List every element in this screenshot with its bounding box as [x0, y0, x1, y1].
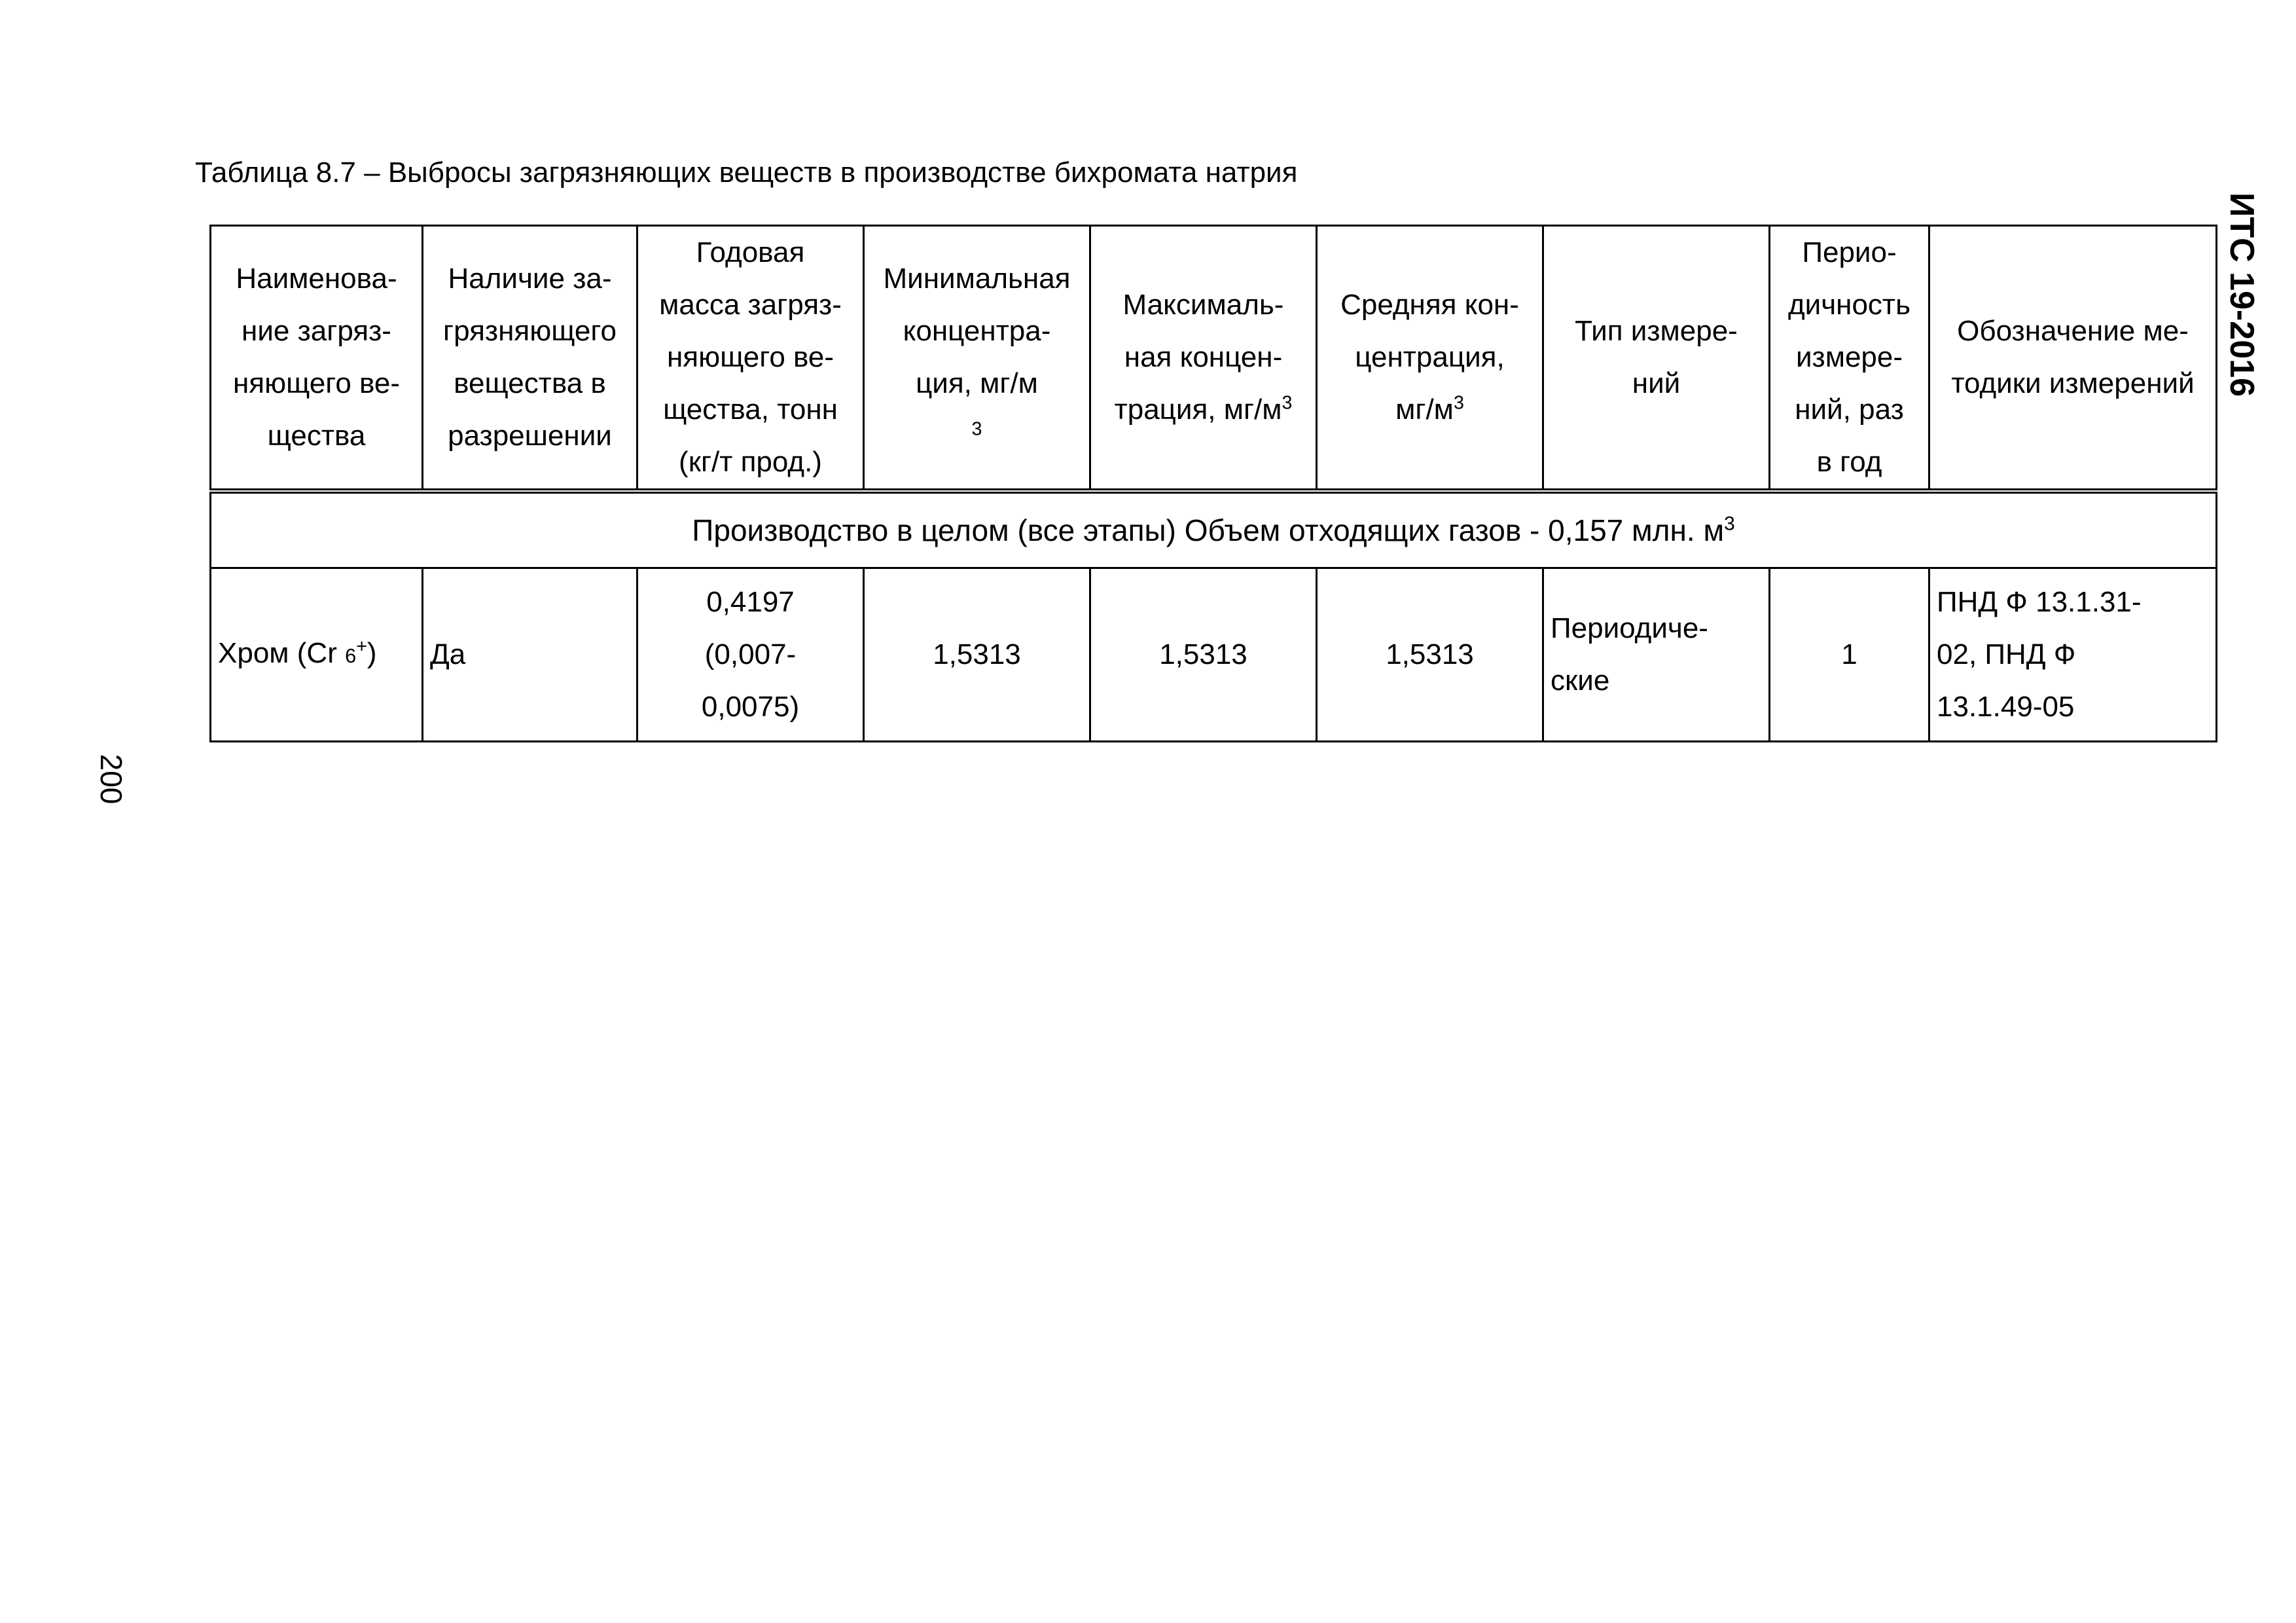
cell-min-concentration: 1,5313 [864, 568, 1090, 742]
section-superscript: 3 [1724, 513, 1735, 535]
cell-annual-mass: 0,4197 (0,007- 0,0075) [637, 568, 864, 742]
cell-frequency: 1 [1770, 568, 1929, 742]
header-min-concentration: Минимальная концентра- ция, мг/м $^3$ [864, 226, 1090, 492]
header-method: Обозначение ме- тодики измерений [1929, 226, 2217, 492]
header-max-concentration: Максималь- ная концен- трация, $мг/м^3$ [1090, 226, 1317, 492]
document-code-header [2222, 183, 2261, 406]
header-annual-mass: Годовая масса загряз- няющего ве- щества, тонн (кг/т прод.) [637, 226, 864, 492]
cell-avg-concentration: 1,5313 [1317, 568, 1543, 742]
page-number-text: 200 [94, 754, 128, 805]
cell-method: ПНД Ф 13.1.31- 02, ПНД Ф 13.1.49-05 [1929, 568, 2217, 742]
header-frequency: Перио- дичность измере- ний, раз в год [1770, 226, 1929, 492]
emissions-table [209, 225, 2217, 742]
unit-superscript: 3 [1282, 392, 1293, 414]
table-section-row [211, 491, 2217, 568]
page-number [92, 746, 131, 812]
table-header-row [211, 226, 2217, 492]
header-substance-name: Наименова- ние загряз- няющего ве- щества [211, 226, 423, 492]
unit-superscript: 3 [1453, 392, 1464, 414]
header-measurement-type: Тип измере- ний [1543, 226, 1770, 492]
document-code-text: ИТС 19-2016 [2223, 192, 2261, 397]
cell-measurement-type: Периодиче- ские [1543, 568, 1770, 742]
header-avg-concentration: Средняя кон- центрация, $мг/м^3$ [1317, 226, 1543, 492]
section-title: Производство в целом (все этапы) Объем отходящих газов - 0,157 млн. $м^3$ [211, 491, 2217, 568]
cell-max-concentration: 1,5313 [1090, 568, 1317, 742]
table-caption: Таблица 8.7 – Выбросы загрязняющих веществ в производстве бихромата натрия [195, 156, 1298, 189]
cell-in-permit: Да [423, 568, 637, 742]
header-in-permit: Наличие за- грязняющего вещества в разрешении [423, 226, 637, 492]
cell-substance: Хром (Cr 6+) [211, 568, 423, 742]
unit-superscript: 3 [971, 418, 982, 440]
table-row [211, 568, 2217, 742]
